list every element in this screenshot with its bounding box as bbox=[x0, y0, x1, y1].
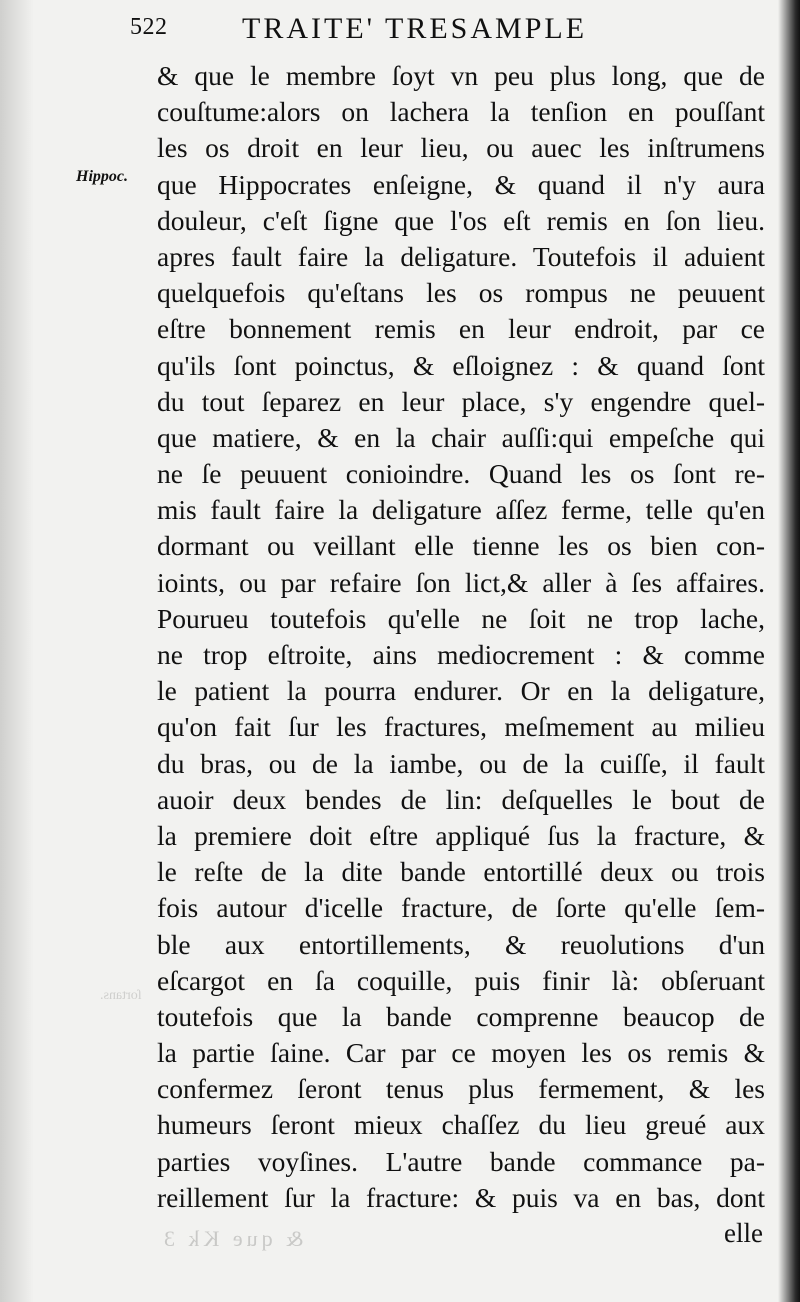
text-line: eſcargot en ſa coquille, puis finir là: obſeruant bbox=[157, 964, 765, 996]
text-line: humeurs ſeront mieux chaſſez du lieu greué aux bbox=[157, 1109, 765, 1141]
marginal-note: Hippoc. bbox=[76, 168, 128, 185]
text-line: reillement ſur la fracture: & puis va en bas, dont bbox=[157, 1181, 765, 1213]
page-number: 522 bbox=[130, 14, 168, 40]
text-line: couſtume:alors on lachera la tenſion en pouſſant bbox=[157, 96, 765, 128]
page-edge-shadow bbox=[778, 0, 800, 1302]
text-line: ne ſe peuuent conioindre. Quand les os ſont re- bbox=[157, 458, 765, 490]
text-line: douleur, c'eſt ſigne que l'os eſt remis en ſon lieu. bbox=[157, 204, 765, 236]
text-line: la partie ſaine. Car par ce moyen les os remis & bbox=[157, 1037, 765, 1069]
text-line: quelquefois qu'eſtans les os rompus ne peuuent bbox=[157, 277, 765, 309]
text-line: auoir deux bendes de lin: deſquelles le bout de bbox=[157, 783, 765, 815]
text-line: qu'ils ſont poinctus, & eſloignez : & quand ſont bbox=[157, 349, 765, 381]
text-line: qu'on fait ſur les fractures, meſmement au milieu bbox=[157, 711, 765, 743]
text-line: que matiere, & en la chair auſſi:qui empeſche qui bbox=[157, 421, 765, 453]
text-line: ble aux entortillements, & reuolutions d'un bbox=[157, 928, 765, 960]
text-line: ne trop eſtroite, ains mediocrement : & comme bbox=[157, 639, 765, 670]
text-line: du tout ſeparez en leur place, s'y engendre quel- bbox=[157, 385, 765, 417]
text-line: dormant ou veillant elle tienne les os bien con- bbox=[157, 530, 765, 562]
text-line: apres fault faire la deligature. Toutefois il aduient bbox=[157, 240, 765, 272]
text-line: & que le membre ſoyt vn peu plus long, que de bbox=[157, 60, 765, 91]
text-line: la premiere doit eſtre appliqué ſus la fracture, & bbox=[157, 819, 765, 851]
text-line: parties voyſines. L'autre bande commance pa- bbox=[157, 1145, 765, 1177]
running-title: TRAITE' TRESAMPLE bbox=[242, 12, 588, 45]
text-line: que Hippocrates enſeigne, & quand il n'y aura bbox=[157, 168, 765, 200]
text-line: les os droit en leur lieu, ou auec les inſtrumens bbox=[157, 132, 765, 164]
text-line: eſtre bonnement remis en leur endroit, par ce bbox=[157, 313, 765, 345]
text-line: Pourueu toutefois qu'elle ne ſoit ne trop lache, bbox=[157, 602, 765, 634]
show-through-text-bottom: & que Kk 3 bbox=[160, 1226, 304, 1251]
catchword: elle bbox=[724, 1218, 763, 1248]
text-line: le patient la pourra endurer. Or en la deligature, bbox=[157, 675, 765, 707]
show-through-text-middle: ſortans. bbox=[100, 988, 142, 1003]
body-text bbox=[157, 58, 765, 1216]
text-line: confermez ſeront tenus plus fermement, & les bbox=[157, 1073, 765, 1105]
text-line: du bras, ou de la iambe, ou de la cuiſſe, il fault bbox=[157, 747, 765, 779]
text-line: toutefois que la bande comprenne beaucop de bbox=[157, 1000, 765, 1032]
text-line: fois autour d'icelle fracture, de ſorte qu'elle ſem- bbox=[157, 892, 765, 924]
text-line: ioints, ou par refaire ſon lict,& aller à ſes affaires. bbox=[157, 566, 765, 598]
text-line: le reſte de la dite bande entortillé deux ou trois bbox=[157, 856, 765, 888]
text-line: mis fault faire la deligature aſſez ferme, telle qu'en bbox=[157, 494, 765, 526]
gutter-shadow bbox=[0, 0, 34, 1302]
page-header bbox=[130, 12, 750, 48]
